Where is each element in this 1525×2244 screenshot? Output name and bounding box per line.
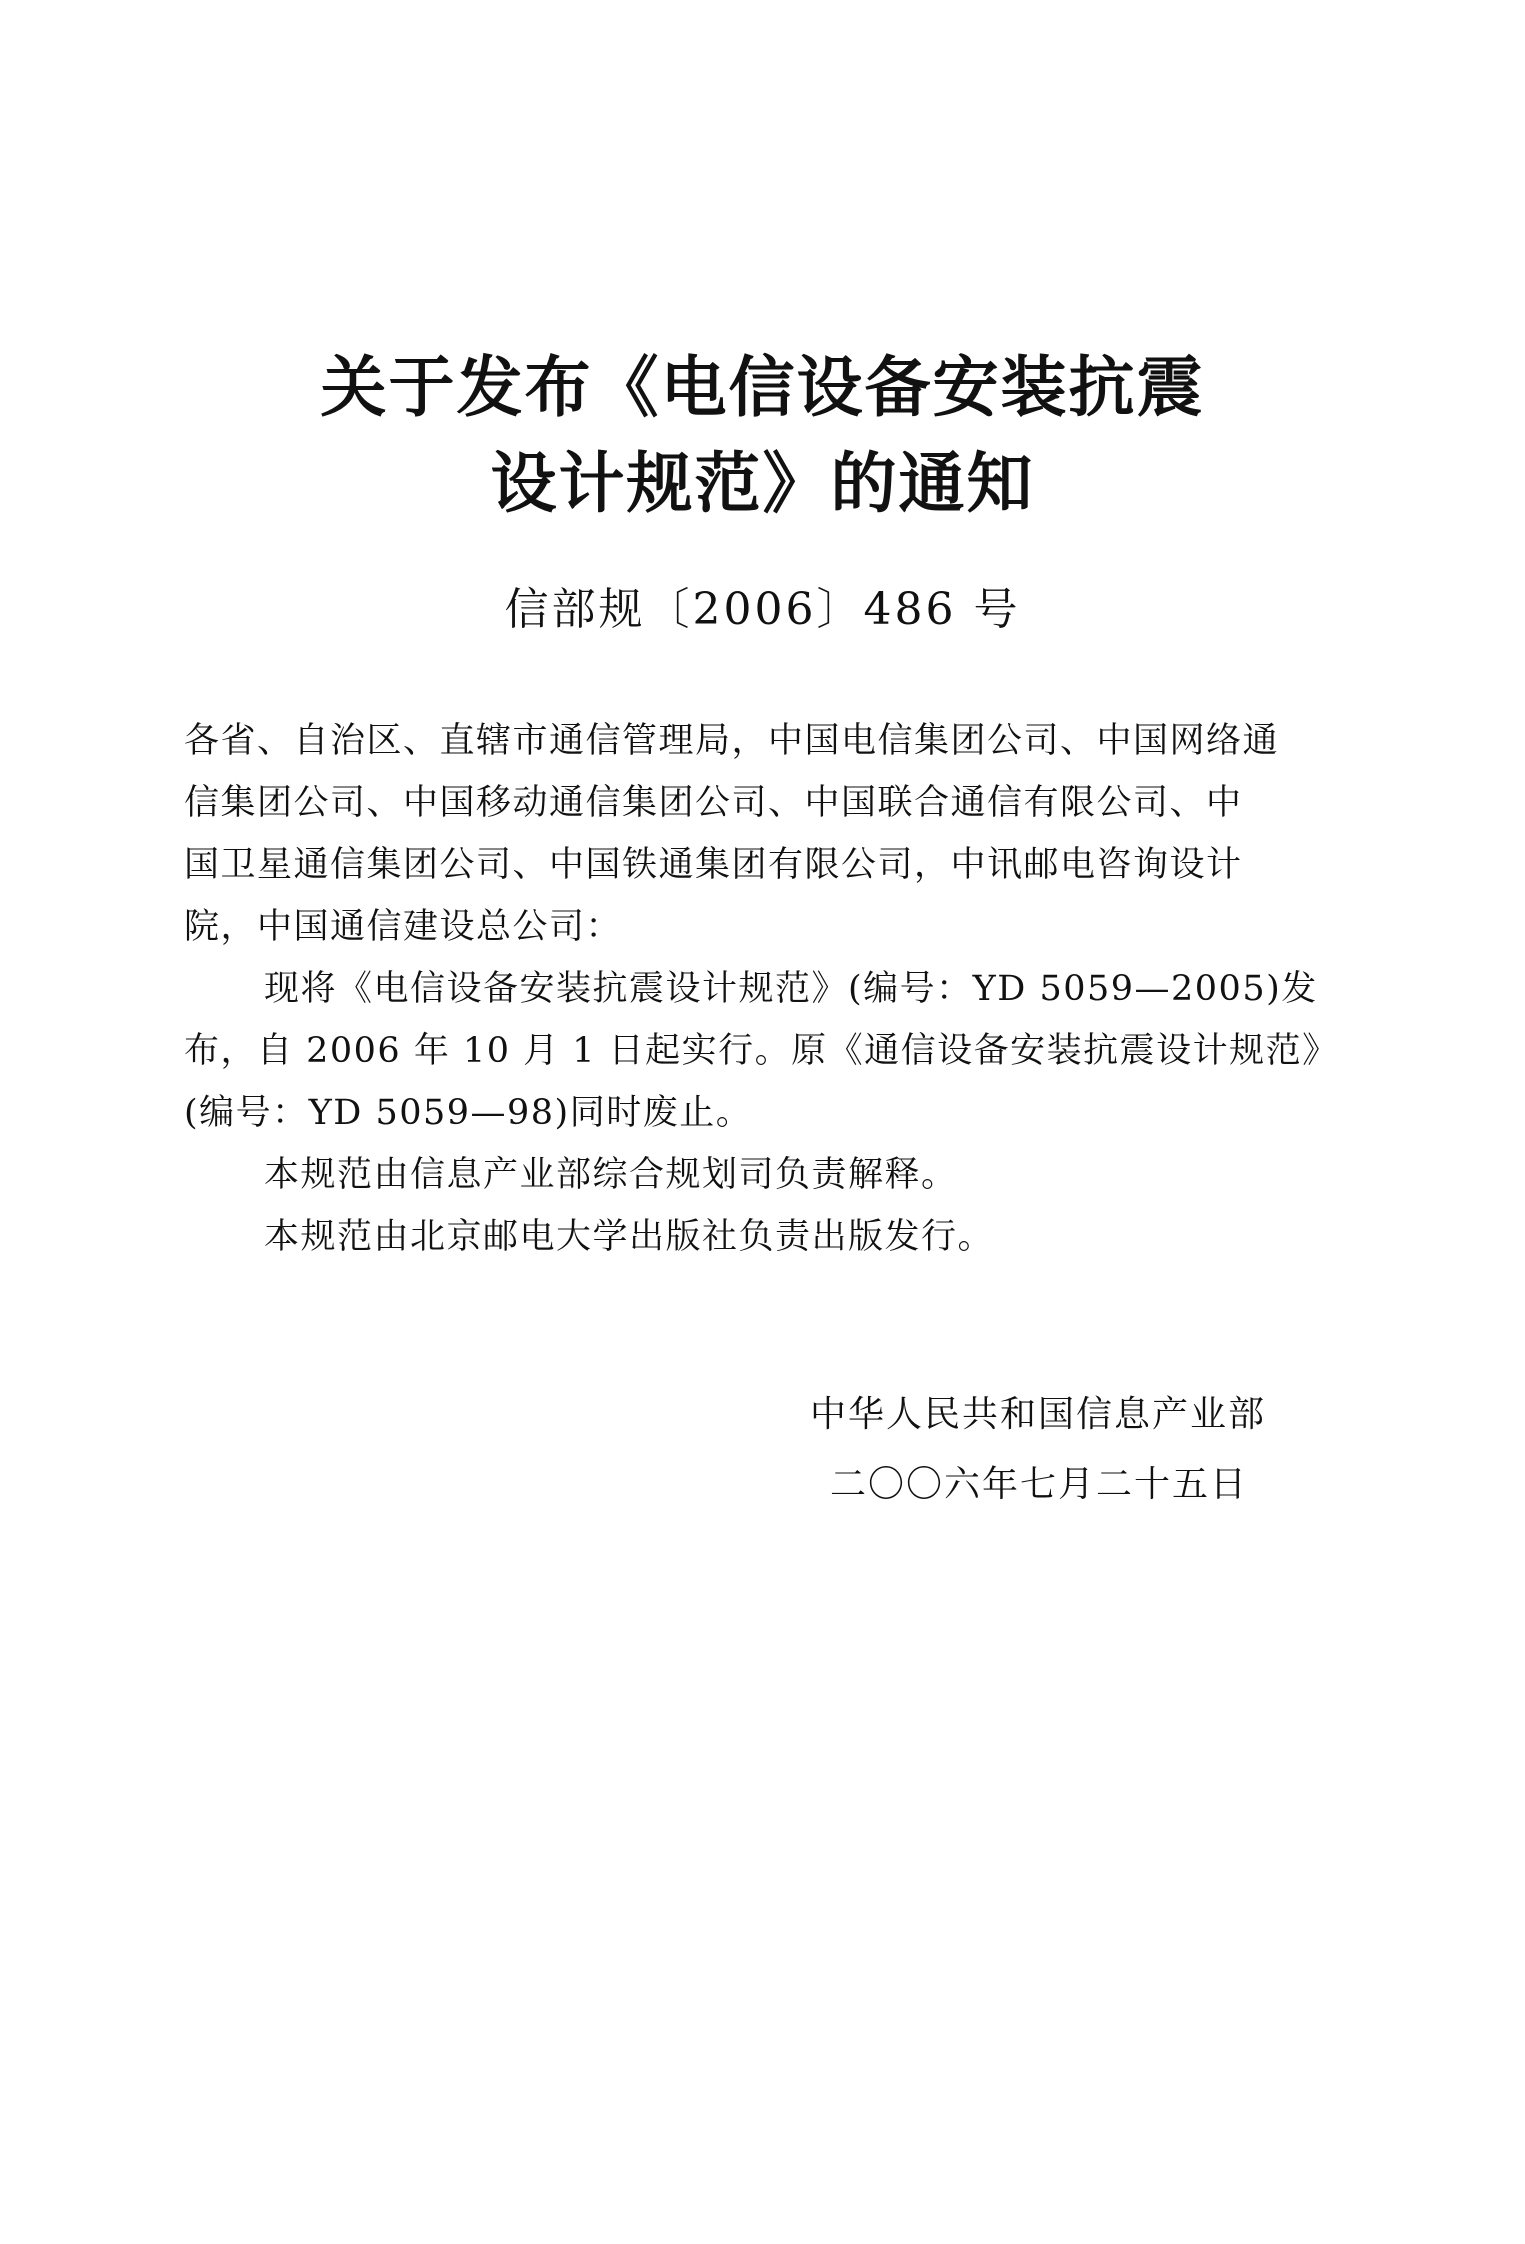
notice-title-line-1: 关于发布《电信设备安装抗震	[320, 349, 1205, 426]
issuer-name: 中华人民共和国信息产业部	[810, 1394, 1267, 1435]
addressee-line: 信集团公司、中国移动通信集团公司、中国联合通信有限公司、中	[184, 783, 1243, 823]
document-number: 信部规〔2006〕486 号	[504, 584, 1021, 635]
addressee-line: 各省、自治区、直辖市通信管理局，中国电信集团公司、中国网络通	[184, 721, 1280, 761]
issue-date: 二〇〇六年七月二十五日	[830, 1464, 1249, 1505]
notice-body	[184, 710, 1344, 1268]
paragraph-2: 本规范由信息产业部综合规划司负责解释。	[264, 1155, 958, 1195]
addressee-line: 国卫星通信集团公司、中国铁通集团有限公司，中讯邮电咨询设计	[184, 845, 1243, 885]
signature-block	[810, 1380, 1370, 1520]
notice-title-line-2: 设计规范》的通知	[490, 445, 1035, 522]
paragraph-3: 本规范由北京邮电大学出版社负责出版发行。	[264, 1217, 995, 1257]
paragraph-1-line: 布，自 2006 年 10 月 1 日起实行。原《通信设备安装抗震设计规范》	[184, 1031, 1339, 1071]
paragraph-1-line: 现将《电信设备安装抗震设计规范》(编号：YD 5059—2005)发	[264, 969, 1318, 1009]
paragraph-1-line: (编号：YD 5059—98)同时废止。	[184, 1093, 753, 1133]
addressee-line: 院，中国通信建设总公司：	[184, 907, 623, 947]
